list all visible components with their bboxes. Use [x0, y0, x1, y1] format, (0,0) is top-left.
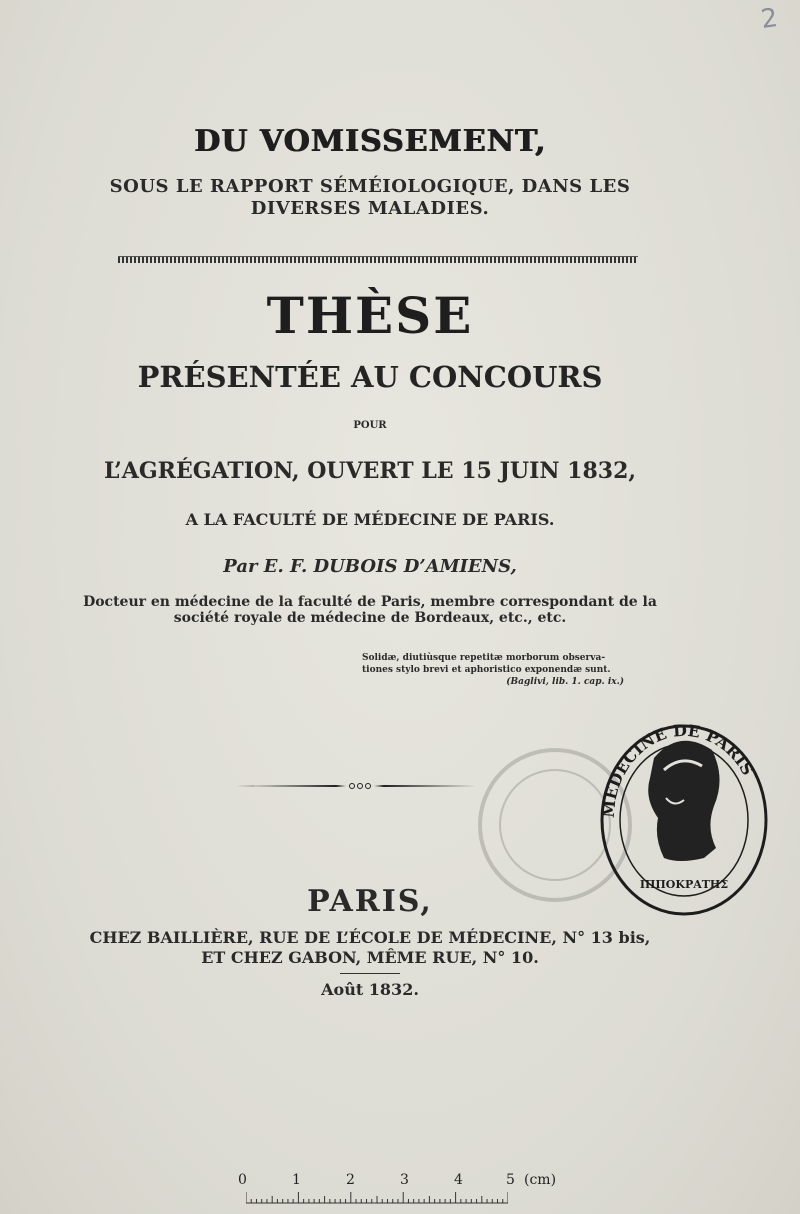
title-main: DU VOMISSEMENT, [193, 124, 547, 159]
stamp-text-bottom: ΙΠΠΟΚΡΑΤΗΣ [639, 878, 729, 891]
pencil-page-number: 2 [759, 2, 781, 36]
agregation-line: L’AGRÉGATION, OUVERT LE 15 JUIN 1832, [103, 458, 637, 484]
scale-label-2: 2 [346, 1172, 355, 1188]
author-line: Par E. F. DUBOIS D’AMIENS, [223, 556, 517, 577]
imprint-place: PARIS, [307, 884, 433, 919]
publisher-line-2: ET CHEZ GABON, MÊME RUE, N° 10. [201, 948, 539, 967]
cm-scale-bar [246, 1192, 508, 1204]
author-credentials [0, 594, 740, 626]
imprint-date: Août 1832. [321, 980, 419, 999]
title-subtitle [0, 176, 740, 220]
scale-label-0: 0 [238, 1172, 247, 1188]
credentials-line-2: société royale de médecine de Bordeaux, etc., etc. [173, 610, 567, 626]
ornamental-divider [236, 783, 476, 789]
these-heading: THÈSE [266, 286, 474, 345]
scale-unit: (cm) [524, 1172, 557, 1188]
epigraph-line-1: Solidæ, diutiùsque repetitæ morborum observa- [362, 653, 606, 663]
credentials-line-1: Docteur en médecine de la faculté de Paris, membre correspondant de la [83, 594, 657, 610]
scale-label-3: 3 [400, 1172, 409, 1188]
wavy-rule [118, 256, 638, 263]
stamp-text-top: MEDECINE DE PARIS [598, 720, 758, 819]
presentee-heading: PRÉSENTÉE AU CONCOURS [137, 360, 603, 394]
date-rule [340, 973, 400, 974]
subtitle-line-1: SOUS LE RAPPORT SÉMÉIOLOGIQUE, DANS LES [109, 176, 631, 197]
scale-label-4: 4 [454, 1172, 463, 1188]
scale-label-1: 1 [292, 1172, 301, 1188]
pour-label: POUR [353, 420, 387, 431]
imprint-publisher [0, 928, 740, 968]
publisher-line-1: CHEZ BAILLIÈRE, RUE DE L’ÉCOLE DE MÉDECINE, N° 13 bis, [89, 928, 651, 947]
faculte-line: A LA FACULTÉ DE MÉDECINE DE PARIS. [185, 510, 555, 529]
subtitle-line-2: DIVERSES MALADIES. [250, 198, 490, 219]
epigraph-reference: (Baglivi, lib. 1. cap. ix.) [506, 677, 624, 687]
scale-label-5: 5 [506, 1172, 515, 1188]
epigraph-line-2: tiones stylo brevi et aphoristico exponendæ sunt. [362, 665, 611, 675]
epigraph [362, 652, 624, 688]
